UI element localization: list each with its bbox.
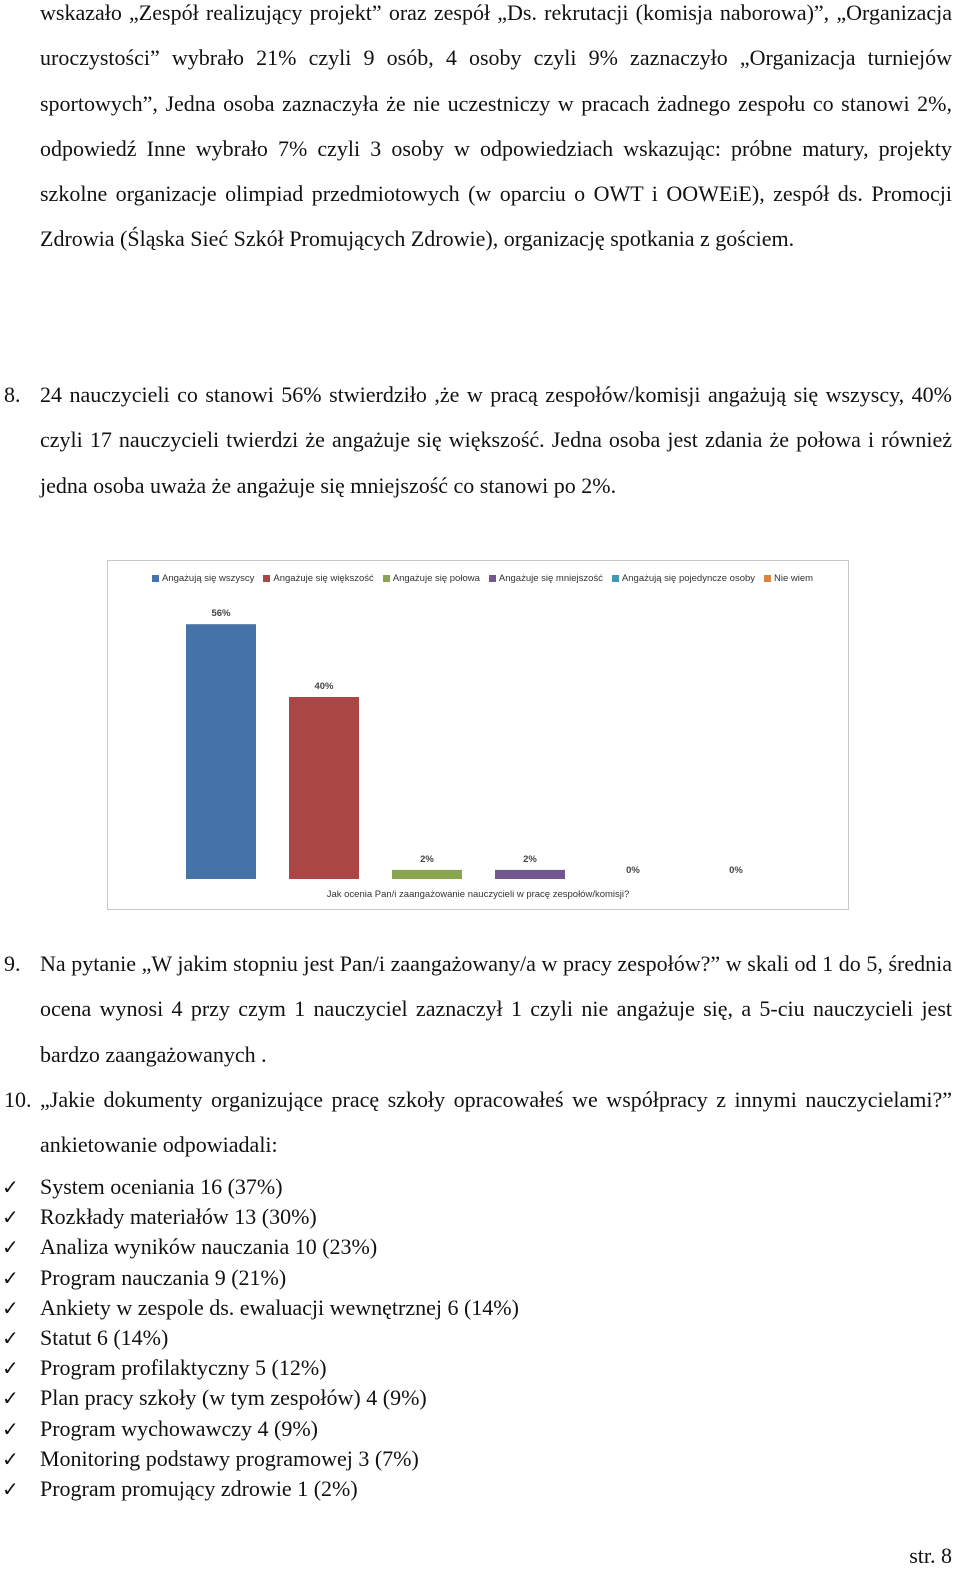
checklist-item bbox=[0, 1263, 952, 1293]
chart-plot bbox=[108, 561, 848, 909]
bar bbox=[186, 624, 256, 879]
check-icon: ✓ bbox=[2, 1476, 19, 1501]
item-9 bbox=[0, 941, 952, 1077]
item-10-number: 10. bbox=[4, 1087, 32, 1112]
checklist-item bbox=[0, 1172, 952, 1202]
item-9-text: Na pytanie „W jakim stopniu jest Pan/i zaangażowany/a w pracy zespołów?” w skali od 1 do 5, średnia ocena wynosi 4 przy czym 1 nauczyciel zaznaczył 1 czyli nie angażuje się, a 5-ciu nauczycieli jest bardzo zaangażowanych . bbox=[40, 951, 952, 1067]
checklist-item bbox=[0, 1474, 952, 1504]
legend-label: Nie wiem bbox=[774, 572, 814, 584]
legend-label: Angażują się wszyscy bbox=[162, 572, 255, 584]
checklist-item-text: Program nauczania 9 (21%) bbox=[40, 1264, 287, 1290]
legend-label: Angażuje się mniejszość bbox=[498, 572, 603, 584]
page-number: str. 8 bbox=[909, 1543, 952, 1568]
checklist-item bbox=[0, 1353, 952, 1383]
bar-value-label: 56% bbox=[211, 608, 231, 620]
check-icon: ✓ bbox=[2, 1416, 19, 1441]
checklist-item-text: Analiza wyników nauczania 10 (23%) bbox=[40, 1234, 378, 1260]
item-10-text: „Jakie dokumenty organizujące pracę szkoły opracowałeś we współpracy z innymi nauczycielami?” ankietowanie odpowiadali: bbox=[40, 1087, 952, 1158]
checklist-item bbox=[0, 1202, 952, 1232]
chart-x-axis-label: Jak ocenia Pan/i zaangażowanie nauczycieli w pracę zespołów/komisji? bbox=[326, 889, 630, 900]
bar bbox=[289, 697, 359, 879]
checklist-item-text: System oceniania 16 (37%) bbox=[40, 1174, 283, 1199]
bar-value-label: 2% bbox=[523, 853, 537, 865]
check-icon: ✓ bbox=[2, 1386, 19, 1411]
checklist-item-text: Statut 6 (14%) bbox=[40, 1324, 169, 1350]
legend-label: Angażują się pojedyncze osoby bbox=[621, 572, 756, 584]
item-9-number: 9. bbox=[4, 951, 21, 976]
check-icon: ✓ bbox=[2, 1175, 19, 1199]
check-icon: ✓ bbox=[2, 1325, 19, 1350]
bar bbox=[392, 870, 462, 879]
checklist-item bbox=[0, 1383, 952, 1413]
checklist-item bbox=[0, 1232, 952, 1262]
intro-paragraph: wskazało „Zespół realizujący projekt” oraz zespół „Ds. rekrutacji (komisja naborowa)”, „Organizacja uroczystości” wybrało 21% czyli 9 osób, 4 osoby czyli 9% zaznaczyło „Organizacja turniejów sportowych”, Jedna osoba zaznaczyła że nie uczestniczy w pracach żadnego zespołu co stanowi 2%, odpowiedź Inne wybrało 7% czyli 3 osoby w odpowiedziach wskazując: próbne matury, projekty szkolne organizacje olimpiad przedmiotowych (w oparciu o OWT i OOWEiE), zespół ds. Promocji Zdrowia (Śląska Sieć Szkół Promujących Zdrowie), organizację spotkania z gościem. bbox=[40, 0, 952, 252]
checklist-item bbox=[0, 1444, 952, 1474]
checklist-item bbox=[0, 1293, 952, 1323]
bar-value-label: 2% bbox=[420, 853, 434, 865]
bar-value-label: 0% bbox=[729, 865, 743, 876]
check-icon: ✓ bbox=[2, 1356, 19, 1381]
checklist-item bbox=[0, 1414, 952, 1444]
item-10 bbox=[0, 1077, 952, 1168]
checklist-item-text: Program wychowawczy 4 (9%) bbox=[40, 1415, 318, 1441]
check-icon: ✓ bbox=[2, 1205, 19, 1230]
checklist-item-text: Ankiety w zespole ds. ewaluacji wewnętrznej 6 (14%) bbox=[40, 1294, 519, 1320]
check-icon: ✓ bbox=[2, 1446, 19, 1471]
documents-checklist bbox=[0, 1172, 952, 1504]
item-8-number: 8. bbox=[4, 382, 21, 407]
check-icon: ✓ bbox=[2, 1295, 19, 1320]
checklist-item-text: Rozkłady materiałów 13 (30%) bbox=[40, 1204, 317, 1230]
checklist-item-text: Monitoring podstawy programowej 3 (7%) bbox=[40, 1445, 419, 1471]
bar-value-label: 0% bbox=[626, 865, 640, 876]
engagement-chart bbox=[107, 560, 849, 910]
item-8 bbox=[0, 372, 952, 508]
checklist-item-text: Program promujący zdrowie 1 (2%) bbox=[40, 1475, 358, 1501]
item-8-text: 24 nauczycieli co stanowi 56% stwierdziło ,że w pracą zespołów/komisji angażują się wszyscy, 40% czyli 17 nauczycieli twierdzi że angażuje się większość. Jedna osoba jest zdania że połowa i również jedna osoba uważa że angażuje się mniejszość co stanowi po 2%. bbox=[40, 382, 952, 498]
check-icon: ✓ bbox=[2, 1265, 19, 1290]
checklist-item-text: Plan pracy szkoły (w tym zespołów) 4 (9%) bbox=[40, 1385, 427, 1411]
checklist-item-text: Program profilaktyczny 5 (12%) bbox=[40, 1355, 327, 1381]
legend-label: Angażuje się połowa bbox=[392, 572, 480, 584]
legend-label: Angażuje się większość bbox=[273, 572, 374, 584]
bar bbox=[495, 870, 565, 879]
checklist-item bbox=[0, 1323, 952, 1353]
bar-value-label: 40% bbox=[314, 681, 334, 692]
check-icon: ✓ bbox=[2, 1235, 19, 1260]
